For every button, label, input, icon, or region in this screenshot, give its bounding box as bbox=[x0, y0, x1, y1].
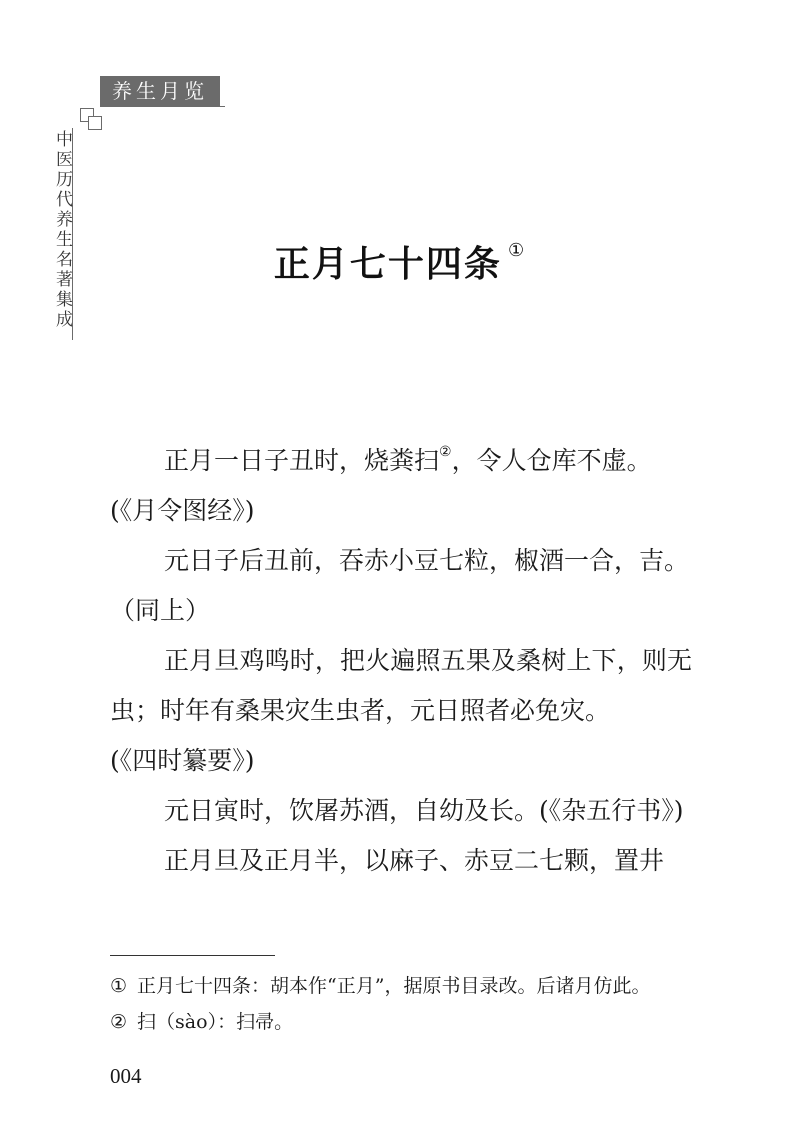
paragraph-2: 元日子后丑前，吞赤小豆七粒，椒酒一合，吉。 bbox=[164, 546, 690, 575]
side-series-title: 中医历代养生名著集成 bbox=[52, 130, 72, 330]
paragraph-1-text-a: 正月一日子丑时，烧粪扫 bbox=[164, 446, 440, 475]
paragraph-1 bbox=[110, 436, 692, 486]
paragraph-3: 正月旦鸡鸣时，把火遍照五果及桑树上下，则无虫；时年有桑果灾生虫者，元日照者必免灾。 bbox=[110, 646, 692, 725]
paragraph-1-text-b: ，令人仓库不虚。 bbox=[451, 446, 652, 475]
footnote-1 bbox=[110, 968, 710, 1004]
series-tab: 养生月览 bbox=[100, 76, 220, 107]
corner-ornament-inner bbox=[88, 116, 102, 130]
paragraph-2-source: （同上） bbox=[110, 596, 211, 625]
page-number: 004 bbox=[110, 1064, 142, 1088]
footnote-separator bbox=[110, 955, 275, 956]
paragraph-5: 正月旦及正月半，以麻子、赤豆二七颗，置井 bbox=[164, 846, 665, 875]
paragraph-3-source: (《四时纂要》) bbox=[110, 746, 255, 775]
footnote-1-mark: ① bbox=[110, 975, 128, 997]
header-rule bbox=[100, 106, 225, 107]
footnote-2 bbox=[110, 1004, 710, 1040]
title-note-mark[interactable]: ① bbox=[507, 240, 527, 261]
chapter-title-text: 正月七十四条 bbox=[273, 244, 502, 285]
chapter-title bbox=[0, 236, 800, 287]
body-text bbox=[110, 436, 692, 886]
footnote-1-text: 正月七十四条：胡本作“正月”，据原书目录改。后诸月仿此。 bbox=[137, 975, 651, 997]
footnote-2-mark: ② bbox=[110, 1011, 128, 1033]
paragraph-4: 元日寅时，饮屠苏酒，自幼及长。(《杂五行书》) bbox=[164, 796, 684, 825]
footnotes bbox=[110, 968, 710, 1040]
footnote-2-text: 扫（sào）：扫帚。 bbox=[137, 1011, 294, 1033]
paragraph-1-source: (《月令图经》) bbox=[110, 496, 255, 525]
note-mark-2[interactable]: ② bbox=[439, 443, 452, 460]
